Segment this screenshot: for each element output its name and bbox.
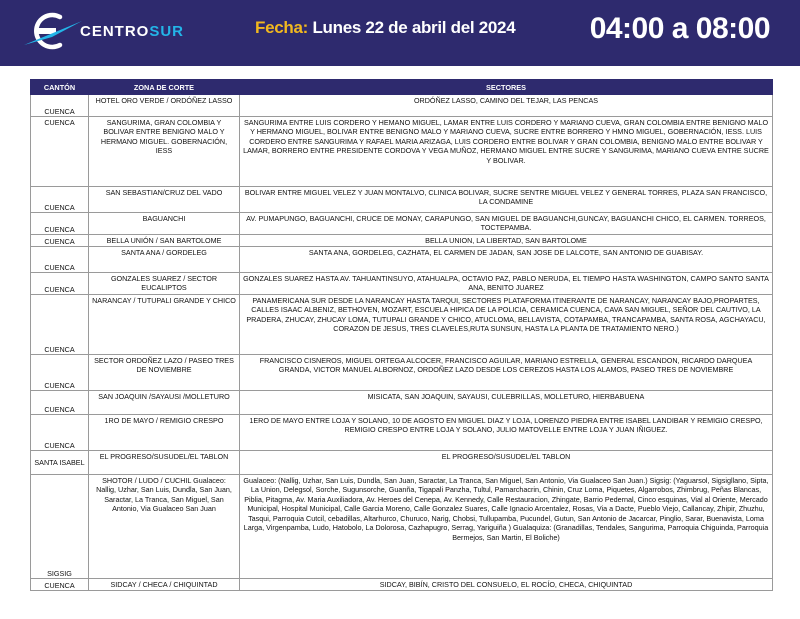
table-row	[31, 247, 773, 273]
cell-zona: HOTEL ORO VERDE / ORDÓÑEZ LASSO	[89, 95, 240, 117]
cell-canton: CUENCA	[31, 247, 89, 273]
cell-canton: CUENCA	[31, 579, 89, 591]
table-row	[31, 355, 773, 391]
cell-sectores: FRANCISCO CISNEROS, MIGUEL ORTEGA ALCOCER, FRANCISCO AGUILAR, MARIANO ESTRELLA, GENERAL ESCANDON, RICARDO DARQUEA GRANDA, VICTOR MANUEL ALBORNOZ, ORDOÑEZ LAZO DESDE LOS CEREZOS HASTA LOS ALAMOS, PASEO TRES DE NOVIEMBRE	[240, 355, 773, 391]
header-canton: CANTÓN	[31, 80, 89, 95]
cell-canton: CUENCA	[31, 95, 89, 117]
cell-sectores: SANTA ANA, GORDELEG, CAZHATA, EL CARMEN DE JADAN, SAN JOSE DE LALCOTE, SAN ANTONIO DE GUABISAY.	[240, 247, 773, 273]
table-row	[31, 579, 773, 591]
table-row	[31, 273, 773, 295]
table-row	[31, 391, 773, 415]
cell-zona: NARANCAY / TUTUPALI GRANDE Y CHICO	[89, 295, 240, 355]
table-row	[31, 213, 773, 235]
cell-canton: SANTA ISABEL	[31, 451, 89, 475]
cell-zona: SAN SEBASTIAN/CRUZ DEL VADO	[89, 187, 240, 213]
cell-sectores: PANAMERICANA SUR DESDE LA NARANCAY HASTA TARQUI, SECTORES PLATAFORMA ITINERANTE DE NARANCAY, NARANCAY BAJO,PROPARTES, CALLES ISAAC ALBENIZ, BETHOVEN, MOZART, ESCUELA HIPICA DE LA POLICIA, CERAMICA CUENCA, CAVA SAN MIGUEL, SEÑOR DEL CAUTIVO, LA PRADERA, ZHUCAY, ZHUCAY LOMA, TUTUPALI GRANDE Y CHICO, ATUCLOMA, BELLAVISTA, COTAPAMBA, TRANCAPAMBA, SANTA ROSA, AGCHAYACU, CORAZON DE JESUS, TRES CLAVELES,RUTA SUNSUN, HASTA LA PLANTA DE TRATAMIENTO NERO.)	[240, 295, 773, 355]
cell-sectores: GONZALES SUAREZ HASTA AV. TAHUANTINSUYO, ATAHUALPA, OCTAVIO PAZ, PABLO NERUDA, EL TIEMPO HASTA WASHINGTON, CAMPO SANTO SANTA ANA, BENITO JUAREZ	[240, 273, 773, 295]
cell-canton: CUENCA	[31, 117, 89, 187]
date-line	[255, 18, 515, 38]
cell-zona: SAN JOAQUIN /SAYAUSI /MOLLETURO	[89, 391, 240, 415]
cell-sectores: AV. PUMAPUNGO, BAGUANCHI, CRUCE DE MONAY, CARAPUNGO, SAN MIGUEL DE BAGUANCHI,GUNCAY, BAGUANCHI CHICO, EL CARMEN. TORREOS, TOCTEPAMBA.	[240, 213, 773, 235]
table-row	[31, 235, 773, 247]
cell-canton: CUENCA	[31, 213, 89, 235]
cell-canton: CUENCA	[31, 187, 89, 213]
cell-sectores: BOLIVAR ENTRE MIGUEL VELEZ Y JUAN MONTALVO, CLINICA BOLIVAR, SUCRE SENTRE MIGUEL VELEZ Y GENERAL TORRES, PLAZA SAN FRANCISCO, LA CONDAMINE	[240, 187, 773, 213]
brand-name-b: SUR	[149, 23, 185, 40]
brand-name	[80, 23, 184, 40]
outage-table	[30, 79, 773, 591]
header-bar	[0, 0, 800, 66]
cell-canton: CUENCA	[31, 273, 89, 295]
cell-sectores: SANGURIMA ENTRE LUIS CORDERO Y HEMANO MIGUEL, LAMAR ENTRE LUIS CORDERO Y MARIANO CUEVA, GRAN COLOMBIA ENTRE BENIGNO MALO Y HERMANO MIGUEL, BOLIVAR ENTRE BENIGNO MALO Y MARIANO CUEVA, SUCRE ENTRE BORRERO Y HMNO MIGUEL, GOBERNACIÓN, IESS. LUIS CORDERO ENTRE SANGURIMA Y RAFAEL MARIA ARIZAGA, LUIS CORDERO ENTRE BOLIVAR Y GRAN COLOMBIA, BENIGNO MALO ENTRE BOLIVAR Y LAMAR, BORRERO ENTRE PRESIDENTE CORDOVA Y VEGA MUÑOZ, HERMANO MIGUEL ENTRE SUCRE Y SANGURIMA, MARIANO CUEVA ENTRE SUCRE Y BOLIVAR.	[240, 117, 773, 187]
cell-sectores: ORDÓÑEZ LASSO, CAMINO DEL TEJAR, LAS PENCAS	[240, 95, 773, 117]
cell-zona: EL PROGRESO/SUSUDEL/EL TABLON	[89, 451, 240, 475]
table-row	[31, 95, 773, 117]
cell-canton: SIGSIG	[31, 475, 89, 579]
cell-zona: 1RO DE MAYO / REMIGIO CRESPO	[89, 415, 240, 451]
cell-sectores: Gualaceo: (Nallig, Uzhar, San Luis, Dundla, San Juan, Saractar, La Tranca, San Miguel, San Antonio, Via Gualaceo San Juan.) Sigsig: (Yaguarsol, Sigsigllano, Sipta, La Union, Delegsol, Sorche, Sugunsorche, Guanña, Tigapali Panzha, Tultul, Pamarchacrin, Chinin, Cruz Loma, Piquetes, Algarrobos, Zhimbrug, Peñas Blancas, Piblia, Pitagma, Av. Maria Auxiliadora, Av. Heroes del Cenepa, Av. Kennedy, Calle Restauracion, Zhingate, Barrio Pedernal, Cinco esquinas, Vial al Oriente, Mercado Municipal, Hospital Municipal, Calle Garcia Moreno, Calle Gonzalez Suares, Calle Ignacio Arcentalez, Rosas, Via a Dacte, Pueblo Viejo, Callancay, Zhipir, Zhuzhu, Tasqui, Parroquia Cutcil, cebadillas, Altarhurco, Churuco, Narig, Chobsi, Tullupamba, Pucundel, Gutun, San Antonio de Jacarcar, Pinglio, Sarar, Buenavista, Loma Larga, Virgenpamba, Ludo, Hatobolo, La Dolorosa, Cazhapugro, Serrag, Yariguiña ) Gualaquiza: (Granadillas, Tendales, Sangurima, Parroquia Chiguinda, Parroquia Bermejos, San Martin, El Boliche)	[240, 475, 773, 579]
cell-canton: CUENCA	[31, 391, 89, 415]
cell-zona: SHOTOR / LUDO / CUCHIL Gualaceo: Nallig, Uzhar, San Luis, Dundla, San Juan, Saractar, La Tranca, San Miguel, San Antonio, Via Gualaceo San Juan	[89, 475, 240, 579]
cell-zona: SECTOR ORDOÑEZ LAZO / PASEO TRES DE NOVIEMBRE	[89, 355, 240, 391]
header-zona: ZONA DE CORTE	[89, 80, 240, 95]
time-range: 04:00 a 08:00	[589, 12, 770, 45]
cell-canton: CUENCA	[31, 415, 89, 451]
brand-name-a: CENTRO	[80, 23, 150, 40]
cell-canton: CUENCA	[31, 235, 89, 247]
cell-sectores: MISICATA, SAN JOAQUIN, SAYAUSI, CULEBRILLAS, MOLLETURO, HIERBABUENA	[240, 391, 773, 415]
table-row	[31, 475, 773, 579]
cell-zona: BAGUANCHI	[89, 213, 240, 235]
table-row	[31, 295, 773, 355]
cell-sectores: SIDCAY, BIBÍN, CRISTO DEL CONSUELO, EL ROCÍO, CHECA, CHIQUINTAD	[240, 579, 773, 591]
cell-sectores: EL PROGRESO/SUSUDEL/EL TABLON	[240, 451, 773, 475]
table-row	[31, 415, 773, 451]
cell-zona: SIDCAY / CHECA / CHIQUINTAD	[89, 579, 240, 591]
cell-zona: GONZALES SUAREZ / SECTOR EUCALIPTOS	[89, 273, 240, 295]
table-row	[31, 187, 773, 213]
cell-canton: CUENCA	[31, 295, 89, 355]
cell-zona: SANTA ANA / GORDELEG	[89, 247, 240, 273]
centrosur-logo-icon	[22, 11, 84, 51]
cell-sectores: BELLA UNION, LA LIBERTAD, SAN BARTOLOME	[240, 235, 773, 247]
date-value: Lunes 22 de abril del 2024	[312, 18, 516, 37]
cell-zona: BELLA UNIÓN / SAN BARTOLOME	[89, 235, 240, 247]
table-row	[31, 117, 773, 187]
table-row	[31, 451, 773, 475]
header-sectores: SECTORES	[240, 80, 773, 95]
cell-zona: SANGURIMA, GRAN COLOMBIA Y BOLIVAR ENTRE BENIGNO MALO Y HERMANO MIGUEL. GOBERNACIÓN, IESS	[89, 117, 240, 187]
table-header-row	[31, 80, 773, 95]
date-label: Fecha:	[255, 18, 308, 37]
cell-sectores: 1ERO DE MAYO ENTRE LOJA Y SOLANO, 10 DE AGOSTO EN MIGUEL DIAZ Y LOJA, LORENZO PIEDRA ENTRE ISABEL LANDIBAR Y REMIGIO CRESPO, REMIGIO CRESPO ENTRE LOJA Y SOLANO, JULIO MATOVELLE ENTRE LOJA Y JUAN IÑIGUEZ.	[240, 415, 773, 451]
cell-canton: CUENCA	[31, 355, 89, 391]
